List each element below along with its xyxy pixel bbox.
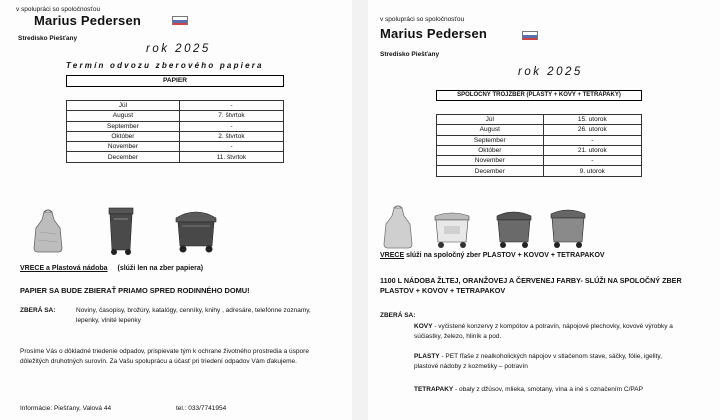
date-cell: 15. utorok — [543, 115, 641, 125]
page-gap — [352, 0, 368, 420]
year-title: rok 2025 — [146, 43, 211, 55]
month-cell: November — [437, 156, 544, 166]
info-text: Informácie: Piešťany, Valová 44 — [20, 405, 112, 412]
notice-text: 1100 L NÁDOBA ŽLTEJ, ORANŽOVEJ A ČERVENEJ FARBY- SLÚŽI NA SPOLOČNÝ ZBER PLASTOV + KOVOV + TETRAPAKOV — [380, 276, 682, 295]
bin-icon — [106, 206, 136, 256]
date-cell: 11. štvrtok — [179, 152, 283, 162]
container-icon — [432, 210, 472, 250]
cooperation-text: v spolupráci so spoločnosťou — [16, 6, 101, 13]
kovy-item — [414, 322, 676, 342]
container-icon — [494, 208, 534, 250]
month-cell: December — [437, 166, 544, 176]
table-row — [67, 121, 284, 131]
table-row — [67, 142, 284, 152]
flag-icon — [522, 31, 538, 40]
date-cell: 7. štvrtok — [179, 111, 283, 121]
month-cell: September — [437, 135, 544, 145]
table-row — [437, 115, 642, 125]
date-cell: - — [543, 156, 641, 166]
tetra-label: TETRAPAKY — [414, 386, 454, 393]
plasty-item — [414, 352, 676, 372]
month-cell: Júl — [437, 115, 544, 125]
branch-text: Stredisko Piešťany — [380, 51, 440, 58]
containers-note: slúži na spoločný zber PLASTOV + KOVOV + TETRAPAKOV — [404, 252, 605, 259]
date-cell: - — [179, 142, 283, 152]
paper-schedule-page — [0, 0, 352, 420]
date-cell: 2. štvrtok — [179, 131, 283, 141]
month-cell: August — [437, 125, 544, 135]
company-name: Marius Pedersen — [34, 13, 142, 28]
bag-icon — [32, 208, 64, 254]
notice-text: PAPIER SA BUDE ZBIERAŤ PRIAMO SPRED RODINNÉHO DOMU! — [20, 286, 250, 295]
trojzber-schedule-page — [368, 0, 720, 420]
category-header: SPOLOČNÝ TROJZBER (PLASTY + KOVY + TETRAPAKY) — [436, 90, 642, 101]
collects-text: Noviny, časopisy, brožúry, katalógy, cenníky, knihy , adresáre, telefónne zoznamy, lepenky, vlnité lepenky — [76, 307, 311, 324]
table-row — [67, 131, 284, 141]
plasty-text: - PET fľaše z nealkoholických nápojov v stlačenom stave, sáčky, fólie, igelity, plastové nádoby z kozmetiky – potravín — [414, 353, 662, 370]
plasty-label: PLASTY — [414, 353, 440, 360]
table-row — [437, 145, 642, 155]
phone-text: tel.: 033/7741954 — [176, 405, 227, 412]
tetra-text: - obaly z džúsov, mlieka, smotany, vína a iné s označením C/PAP — [453, 386, 643, 393]
containers-note: (slúži len na zber papiera) — [117, 265, 204, 272]
containers-label: VRECE — [380, 252, 405, 259]
date-cell: - — [179, 101, 283, 111]
month-cell: Október — [437, 145, 544, 155]
term-title: Termín odvozu zberového papiera — [66, 61, 264, 70]
month-cell: Október — [67, 131, 180, 141]
table-row — [67, 101, 284, 111]
company-name: Marius Pedersen — [380, 26, 488, 41]
date-cell: 26. utorok — [543, 125, 641, 135]
kovy-label: KOVY — [414, 323, 433, 330]
schedule-table — [66, 100, 284, 163]
month-cell: Júl — [67, 101, 180, 111]
collects-label: ZBERÁ SA: — [380, 312, 416, 319]
year-title: rok 2025 — [518, 66, 583, 78]
kovy-text: - vyčistené konzervy z kompótov a potravín, nápojové plechovky, kovové výrobky a súčiastky, železo, hliník a pod. — [414, 323, 673, 340]
table-row — [437, 156, 642, 166]
date-cell: 9. utorok — [543, 166, 641, 176]
table-row — [437, 125, 642, 135]
container-icon — [172, 208, 220, 254]
table-row — [437, 166, 642, 176]
cooperation-text: v spolupráci so spoločnosťou — [380, 16, 465, 23]
table-row — [67, 152, 284, 162]
table-row — [437, 135, 642, 145]
date-cell: 21. utorok — [543, 145, 641, 155]
tetra-item — [414, 385, 676, 395]
collects-label: ZBERÁ SA: — [20, 307, 56, 314]
containers-line — [380, 251, 720, 261]
month-cell: August — [67, 111, 180, 121]
month-cell: September — [67, 121, 180, 131]
schedule-table — [436, 114, 642, 177]
month-cell: November — [67, 142, 180, 152]
date-cell: - — [543, 135, 641, 145]
month-cell: December — [67, 152, 180, 162]
containers-line — [20, 264, 203, 274]
container-icon — [548, 206, 588, 250]
containers-label: VRECE a Plastová nádoba — [20, 265, 108, 272]
table-row — [67, 111, 284, 121]
bag-icon — [382, 204, 414, 250]
flag-icon — [172, 16, 188, 25]
appeal-text: Prosíme Vás o dôkladné triedenie odpadov, prispievate tým k ochrane životného prostredia a úspore dôležitých druhotných surovín. Za Vašu spoluprácu a účasť pri triedení odpadov Vám ďakujeme. — [20, 348, 309, 365]
branch-text: Stredisko Piešťany — [18, 35, 78, 42]
date-cell: - — [179, 121, 283, 131]
category-header: PAPIER — [66, 75, 284, 87]
